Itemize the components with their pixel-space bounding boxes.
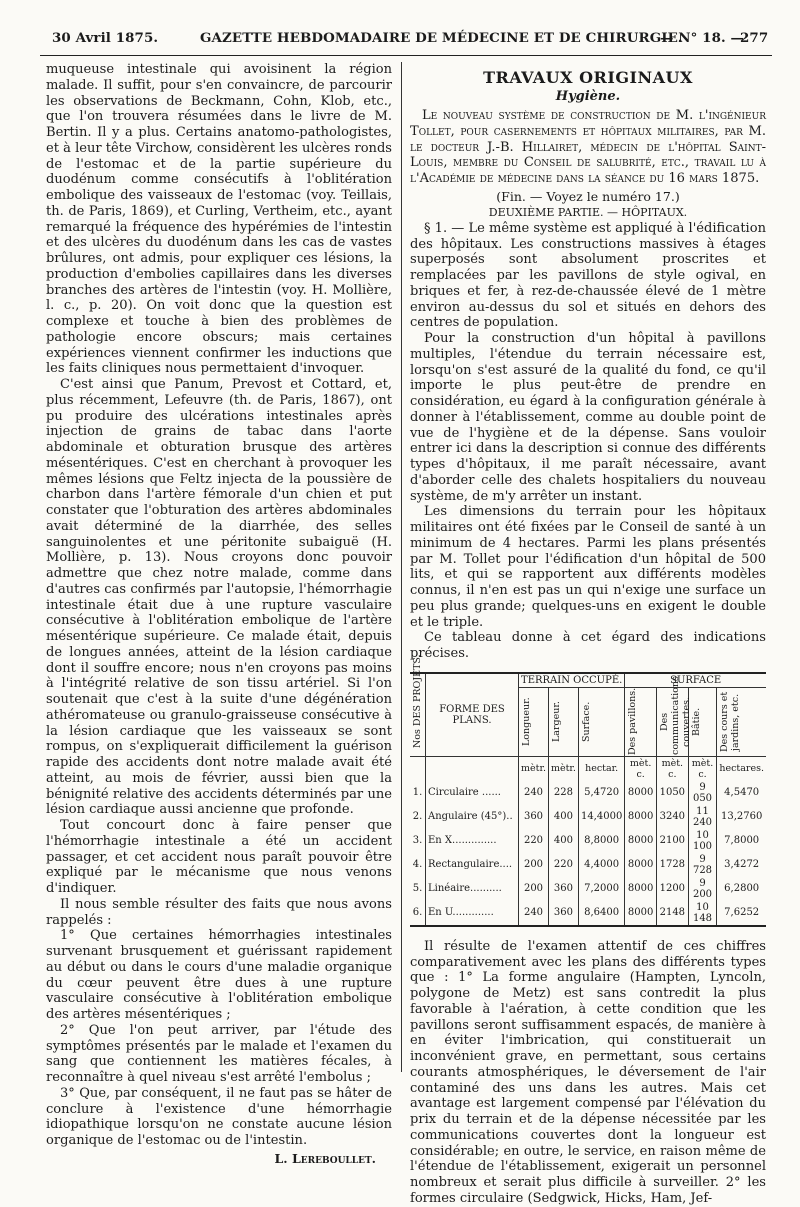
header-journal: GAZETTE HEBDOMADAIRE DE MÉDECINE ET DE CHIRURGIE. <box>200 30 683 46</box>
table-cell: 8000 <box>625 829 657 853</box>
col-header-communications: Des communications couvertes. <box>658 675 692 755</box>
table-cell: 7,6252 <box>717 901 766 926</box>
table-row <box>410 877 766 901</box>
table-cell: 8000 <box>625 805 657 829</box>
col-header-batie: Bâtie. <box>690 707 702 736</box>
subsection-title: Hygiène. <box>555 89 621 104</box>
table-cell: 8,6400 <box>578 901 624 926</box>
table-cell: 360 <box>519 805 549 829</box>
right-paragraph-2: Pour la construction d'un hôpital à pavillons multiples, l'étendue du terrain nécessaire est, lorsqu'on s'est assuré de la qualité du fond, ce qu'il importe le plus peut-être de prendre en considération, eu égard à la configuration générale à donner à l'établissement, comme au double point de vue de l'hygiène et de la dépense. Sans vouloir entrer ici dans la description si connue des différents types d'hôpitaux, il me paraît nécessaire, avant d'aborder celle des chalets hospitaliers du nouveau système, de m'y arrêter un instant. <box>410 331 766 504</box>
table-cell: Circulaire ...... <box>426 781 519 805</box>
left-paragraph-4: Il nous semble résulter des faits que nous avons rappelés : <box>46 896 392 928</box>
table-cell: 9 200 <box>688 877 717 901</box>
table-cell: 2100 <box>656 829 688 853</box>
table-cell: 240 <box>519 781 549 805</box>
table-cell: 11 240 <box>688 805 717 829</box>
table-cell: 6,2800 <box>717 877 766 901</box>
table-cell: 360 <box>548 901 578 926</box>
section-title: TRAVAUX ORIGINAUX <box>483 68 693 87</box>
table-cell: 3,4272 <box>717 853 766 877</box>
table-cell: 8000 <box>625 781 657 805</box>
table-row <box>410 805 766 829</box>
left-conclusion-3: 3° Que, par conséquent, il ne faut pas se hâter de conclure à l'existence d'une hémorrhagie idiopathique lorsqu'on ne constate aucune lésion organique de l'estomac ou de l'intestin. <box>46 1085 392 1148</box>
table-cell: 220 <box>519 829 549 853</box>
table-cell: 8000 <box>625 853 657 877</box>
table-cell: 8000 <box>625 901 657 926</box>
end-note: (Fin. — Voyez le numéro 17.) <box>496 188 680 204</box>
table-cell: 228 <box>548 781 578 805</box>
unit: mètr. <box>519 756 549 781</box>
table-units-row <box>410 756 766 781</box>
table-cell: 200 <box>519 877 549 901</box>
column-separator <box>401 62 402 1072</box>
unit: hectar. <box>578 756 624 781</box>
col-header-longueur: Longueur. <box>521 697 533 747</box>
header-page-number: 277 <box>740 30 769 46</box>
table-cell: 10 148 <box>688 901 717 926</box>
col-header-surf: Surface. <box>580 701 592 742</box>
right-paragraph-3: Les dimensions du terrain pour les hôpitaux militaires ont été fixées par le Conseil de santé à un minimum de 4 hectares. Parmi les plans présentés par M. Tollet pour l'édification d'un hôpital de 500 lits, et qui se rapportent aux différents modèles connus, il n'en est pas un qui n'exige une surface un peu plus grande; quelques-uns en exigent le double et le triple. <box>410 504 766 630</box>
left-paragraph-2: C'est ainsi que Panum, Prevost et Cottard, et, plus récemment, Lefeuvre (th. de Paris, 1867), ont pu produire des ulcérations intestinales après injection de grains de tabac dans l'aorte abdominale et obturation brusque des artères mésentériques. C'est en cherchant à provoquer les mêmes lésions que Feltz injecta de la poussière de charbon dans l'artère fémorale d'un chien et put constater que l'obturation des artères abdominales avait déterminé de la diarrhée, des selles sanguinolentes et une péritonite subaiguë (H. Mollière, p. 13). Nous croyons donc pouvoir admettre que chez notre malade, comme dans d'autres cas confirmés par l'autopsie, l'hémorrhagie intestinale était due à une rupture vasculaire consécutive à l'oblitération embolique de l'artère mésentérique supérieure. Ce malade était, depuis de longues années, atteint de la lésion cardiaque dont il souffre encore; nous n'en croyons pas moins à l'intégrité relative de son tissu artériel. Si l'on soutenait que c'est à la suite d'une dégénération athéromateuse ou granulo-graisseuse consécutive à la lésion cardiaque que les vaisseaux se sont rompus, on s'expliquerait difficilement la guérison rapide des accidents dont notre malade avait été atteint, au mois de février, aussi bien que la bénignité relative des accidents déterminés par une lésion cardiaque aussi ancienne que profonde. <box>46 377 392 818</box>
table-cell: 7,2000 <box>578 877 624 901</box>
table-cell: 2148 <box>656 901 688 926</box>
part-title: DEUXIÈME PARTIE. — HÔPITAUX. <box>488 205 688 219</box>
right-paragraph-1: § 1. — Le même système est appliqué à l'édification des hôpitaux. Les constructions massives à étages superposés sont absolument proscrites et remplacées par les pavillons de style ogival, en briques et fer, à rez-de-chaussée élevé de 1 mètre environ au-dessus du sol et situés en dehors des centres de population. <box>410 220 766 331</box>
header-rule <box>40 55 772 56</box>
unit: mèt. c. <box>656 756 688 781</box>
table-cell: En X.............. <box>426 829 519 853</box>
col-header-terrain: TERRAIN OCCUPÉ. <box>519 673 625 688</box>
table-cell: 5. <box>412 883 423 895</box>
table-cell: 6. <box>412 907 423 919</box>
table-cell: 7,8000 <box>717 829 766 853</box>
table-cell: 3. <box>412 835 423 847</box>
page-header <box>40 30 772 52</box>
right-paragraph-4: Ce tableau donne à cet égard des indications précises. <box>410 630 766 661</box>
table-cell: 14,4000 <box>578 805 624 829</box>
header-issue: — N° 18. — <box>660 30 744 46</box>
unit: mèt. c. <box>625 756 657 781</box>
col-header-form: FORME DES PLANS. <box>426 673 519 757</box>
unit: mèt. c. <box>688 756 717 781</box>
table-cell: 10 100 <box>688 829 717 853</box>
left-column <box>46 62 392 1166</box>
table-header-row-1 <box>410 673 766 688</box>
left-paragraph-3: Tout concourt donc à faire penser que l'hémorrhagie intestinale a été un accident passager, et cet accident nous paraît pouvoir être expliqué par le mécanisme que nous venons d'indiquer. <box>46 818 392 896</box>
table-cell: 4,5470 <box>717 781 766 805</box>
col-header-surface: SURFACE <box>625 673 766 688</box>
table-cell: 1050 <box>656 781 688 805</box>
unit: mètr. <box>548 756 578 781</box>
table-cell: 400 <box>548 805 578 829</box>
col-header-cours: Des cours et jardins, etc. <box>719 691 742 752</box>
left-conclusion-2: 2° Que l'on peut arriver, par l'étude des symptômes présentés par le malade et l'examen du sang que contiennent les matières fécales, à reconnaître à quel niveau s'est arrêté l'embolus ; <box>46 1022 392 1085</box>
table-cell: En U............. <box>426 901 519 926</box>
table-row <box>410 829 766 853</box>
table-cell: Linéaire.......... <box>426 877 519 901</box>
table-cell: 1728 <box>656 853 688 877</box>
table-cell: 8,8000 <box>578 829 624 853</box>
table-cell: 2. <box>412 811 423 823</box>
col-header-largeur: Largeur. <box>550 701 562 743</box>
table-cell: 9 728 <box>688 853 717 877</box>
table-cell: 13,2760 <box>717 805 766 829</box>
table-cell: 400 <box>548 829 578 853</box>
table-cell: 1. <box>412 787 423 799</box>
table-cell: 4. <box>412 859 423 871</box>
right-paragraph-after-table: Il résulte de l'examen attentif de ces chiffres comparativement avec les plans des différents types que : 1° La forme angulaire (Hampten, Lyncoln, polygone de Metz) est sans contredit la plus favorable à l'aération, à cette condition que les pavillons seront suffisamment espacés, de manière à en éviter l'imbrication, qui constituerait un inconvénient grave, en permettant, sous certains courants atmosphériques, le déversement de l'air contaminé des uns dans les autres. Mais cet avantage est largement compensé par l'élévation du prix du terrain et de la dépense nécessitée par les communications couvertes dont la longueur est considérable; en outre, le service, en raison même de l'étendue de l'établissement, exigerait un personnel nombreux et serait plus difficile à surveiller. 2° les formes circulaire (Sedgwick, Hicks, Ham, Jef- <box>410 938 766 1206</box>
table-row <box>410 781 766 805</box>
table-row <box>410 853 766 877</box>
table-cell: 4,4000 <box>578 853 624 877</box>
left-paragraph-1: muqueuse intestinale qui avoisinent la région malade. Il suffit, pour s'en convaincre, de parcourir les observations de Beckmann, Cohn, Klob, etc., que l'on trouvera résumées dans le livre de M. Bertin. Il y a plus. Certains anatomo-pathologistes, et à leur tête Virchow, considèrent les ulcères ronds de l'estomac et de la partie supérieure du duodénum comme consécutifs à l'oblitération embolique des vaisseaux de l'estomac (voy. Teillais, th. de Paris, 1869), et Curling, Vertheim, etc., ayant remarqué la fréquence des hypérémies de l'intestin et des ulcères du duodénum dans les cas de vastes brûlures, ont admis, pour expliquer ces lésions, la production d'embolies capillaires dans les diverses branches des artères de l'intestin (voy. H. Mollière, l. c., p. 20). On voit donc que la question est complexe et touche à bien des problèmes de pathologie encore obscurs; mais certaines expériences viennent confirmer les inductions que les faits cliniques nous permettaient d'invoquer. <box>46 62 392 377</box>
table-cell: Angulaire (45°).. <box>426 805 519 829</box>
unit: hectares. <box>717 756 766 781</box>
author-signature: L. Lereboullet. <box>274 1150 376 1166</box>
table-body <box>410 781 766 926</box>
table-row <box>410 901 766 926</box>
table-cell: 360 <box>548 877 578 901</box>
article-title: Le nouveau système de construction de M. l'ingénieur Tollet, pour casernements et hôpitaux militaires, par M. le docteur J.-B. Hillairet, médecin de l'hôpital Saint-Louis, membre du Conseil de salubrité, etc., travail lu à l'Académie de médecine dans la séance du 16 mars 1875. <box>410 108 766 186</box>
table-cell: 240 <box>519 901 549 926</box>
table-cell: 3240 <box>656 805 688 829</box>
table-cell: Rectangulaire.... <box>426 853 519 877</box>
hospital-plans-table <box>410 654 766 927</box>
table-cell: 200 <box>519 853 549 877</box>
right-column <box>410 62 766 1207</box>
table-cell: 5,4720 <box>578 781 624 805</box>
table-cell: 9 050 <box>688 781 717 805</box>
col-header-num: Nos DES PROJETS. <box>412 654 423 748</box>
table-cell: 220 <box>548 853 578 877</box>
table-cell: 8000 <box>625 877 657 901</box>
left-conclusion-1: 1° Que certaines hémorrhagies intestinales survenant brusquement et guérissant rapidement au début ou dans le cours d'une maladie organique du cœur peuvent être dues à une rupture vasculaire consécutive à l'oblitération embolique des artères mésentériques ; <box>46 928 392 1022</box>
col-header-pavillons: Des pavillons. <box>627 687 639 755</box>
table-cell: 1200 <box>656 877 688 901</box>
header-date: 30 Avril 1875. <box>52 30 159 46</box>
